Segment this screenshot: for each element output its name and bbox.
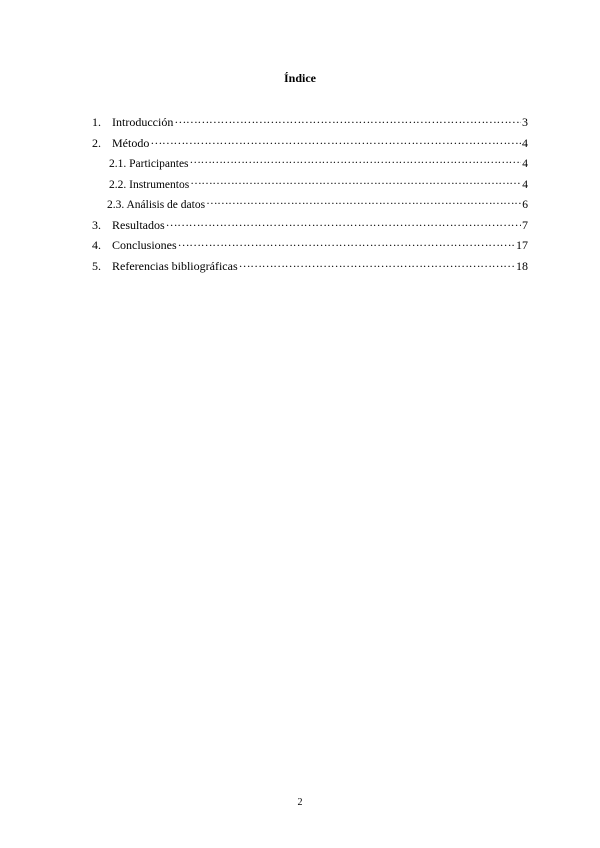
toc-entry-conclusiones[interactable] [92,235,528,256]
toc-dot-leader [190,174,521,188]
toc-entry-referencias-bibliograficas[interactable] [92,256,528,277]
toc-entry-number: 3. [92,217,101,232]
toc-entry-page: 4 [522,135,528,150]
toc-entry-participantes[interactable] [92,153,528,174]
toc-dot-leader [174,112,521,126]
toc-entry-resultados[interactable] [92,215,528,236]
toc-entry-number: 2. [92,135,101,150]
toc-entry-label: Resultados [112,217,165,232]
toc-entry-number: 4. [92,238,101,252]
toc-dot-leader [166,215,521,229]
toc-entry-instrumentos[interactable] [92,174,528,195]
toc-entry-label: 2.2. Instrumentos [109,178,190,191]
toc-entry-label: Introducción [112,115,174,129]
toc-entry-label: 2.3. Análisis de datos [107,199,206,211]
toc-dot-leader [239,256,515,270]
page-number: 2 [297,797,303,808]
toc-dot-leader [178,235,515,249]
toc-entry-page: 4 [522,178,528,191]
toc-entry-page: 7 [522,217,528,232]
toc-entry-page: 18 [516,258,528,273]
toc-entry-page: 6 [522,199,528,211]
toc-entry-page: 4 [522,158,528,170]
toc-entry-label: Conclusiones [112,238,177,252]
toc-dot-leader [190,153,522,167]
toc-entry-number: 1. [92,115,101,129]
toc-entry-metodo[interactable] [92,133,528,154]
table-of-contents [92,112,528,276]
toc-entry-page: 3 [522,115,528,129]
toc-entry-label: Referencias bibliográficas [112,258,238,273]
toc-entry-label: 2.1. Participantes [109,158,189,170]
toc-entry-analisis-de-datos[interactable] [92,194,528,215]
toc-dot-leader [206,194,521,208]
page-title: Índice [283,71,316,85]
toc-entry-number: 5. [92,258,101,273]
toc-dot-leader [150,133,521,147]
toc-entry-introduccion[interactable] [92,112,528,133]
toc-entry-page: 17 [516,238,528,252]
toc-entry-label: Método [112,135,150,150]
